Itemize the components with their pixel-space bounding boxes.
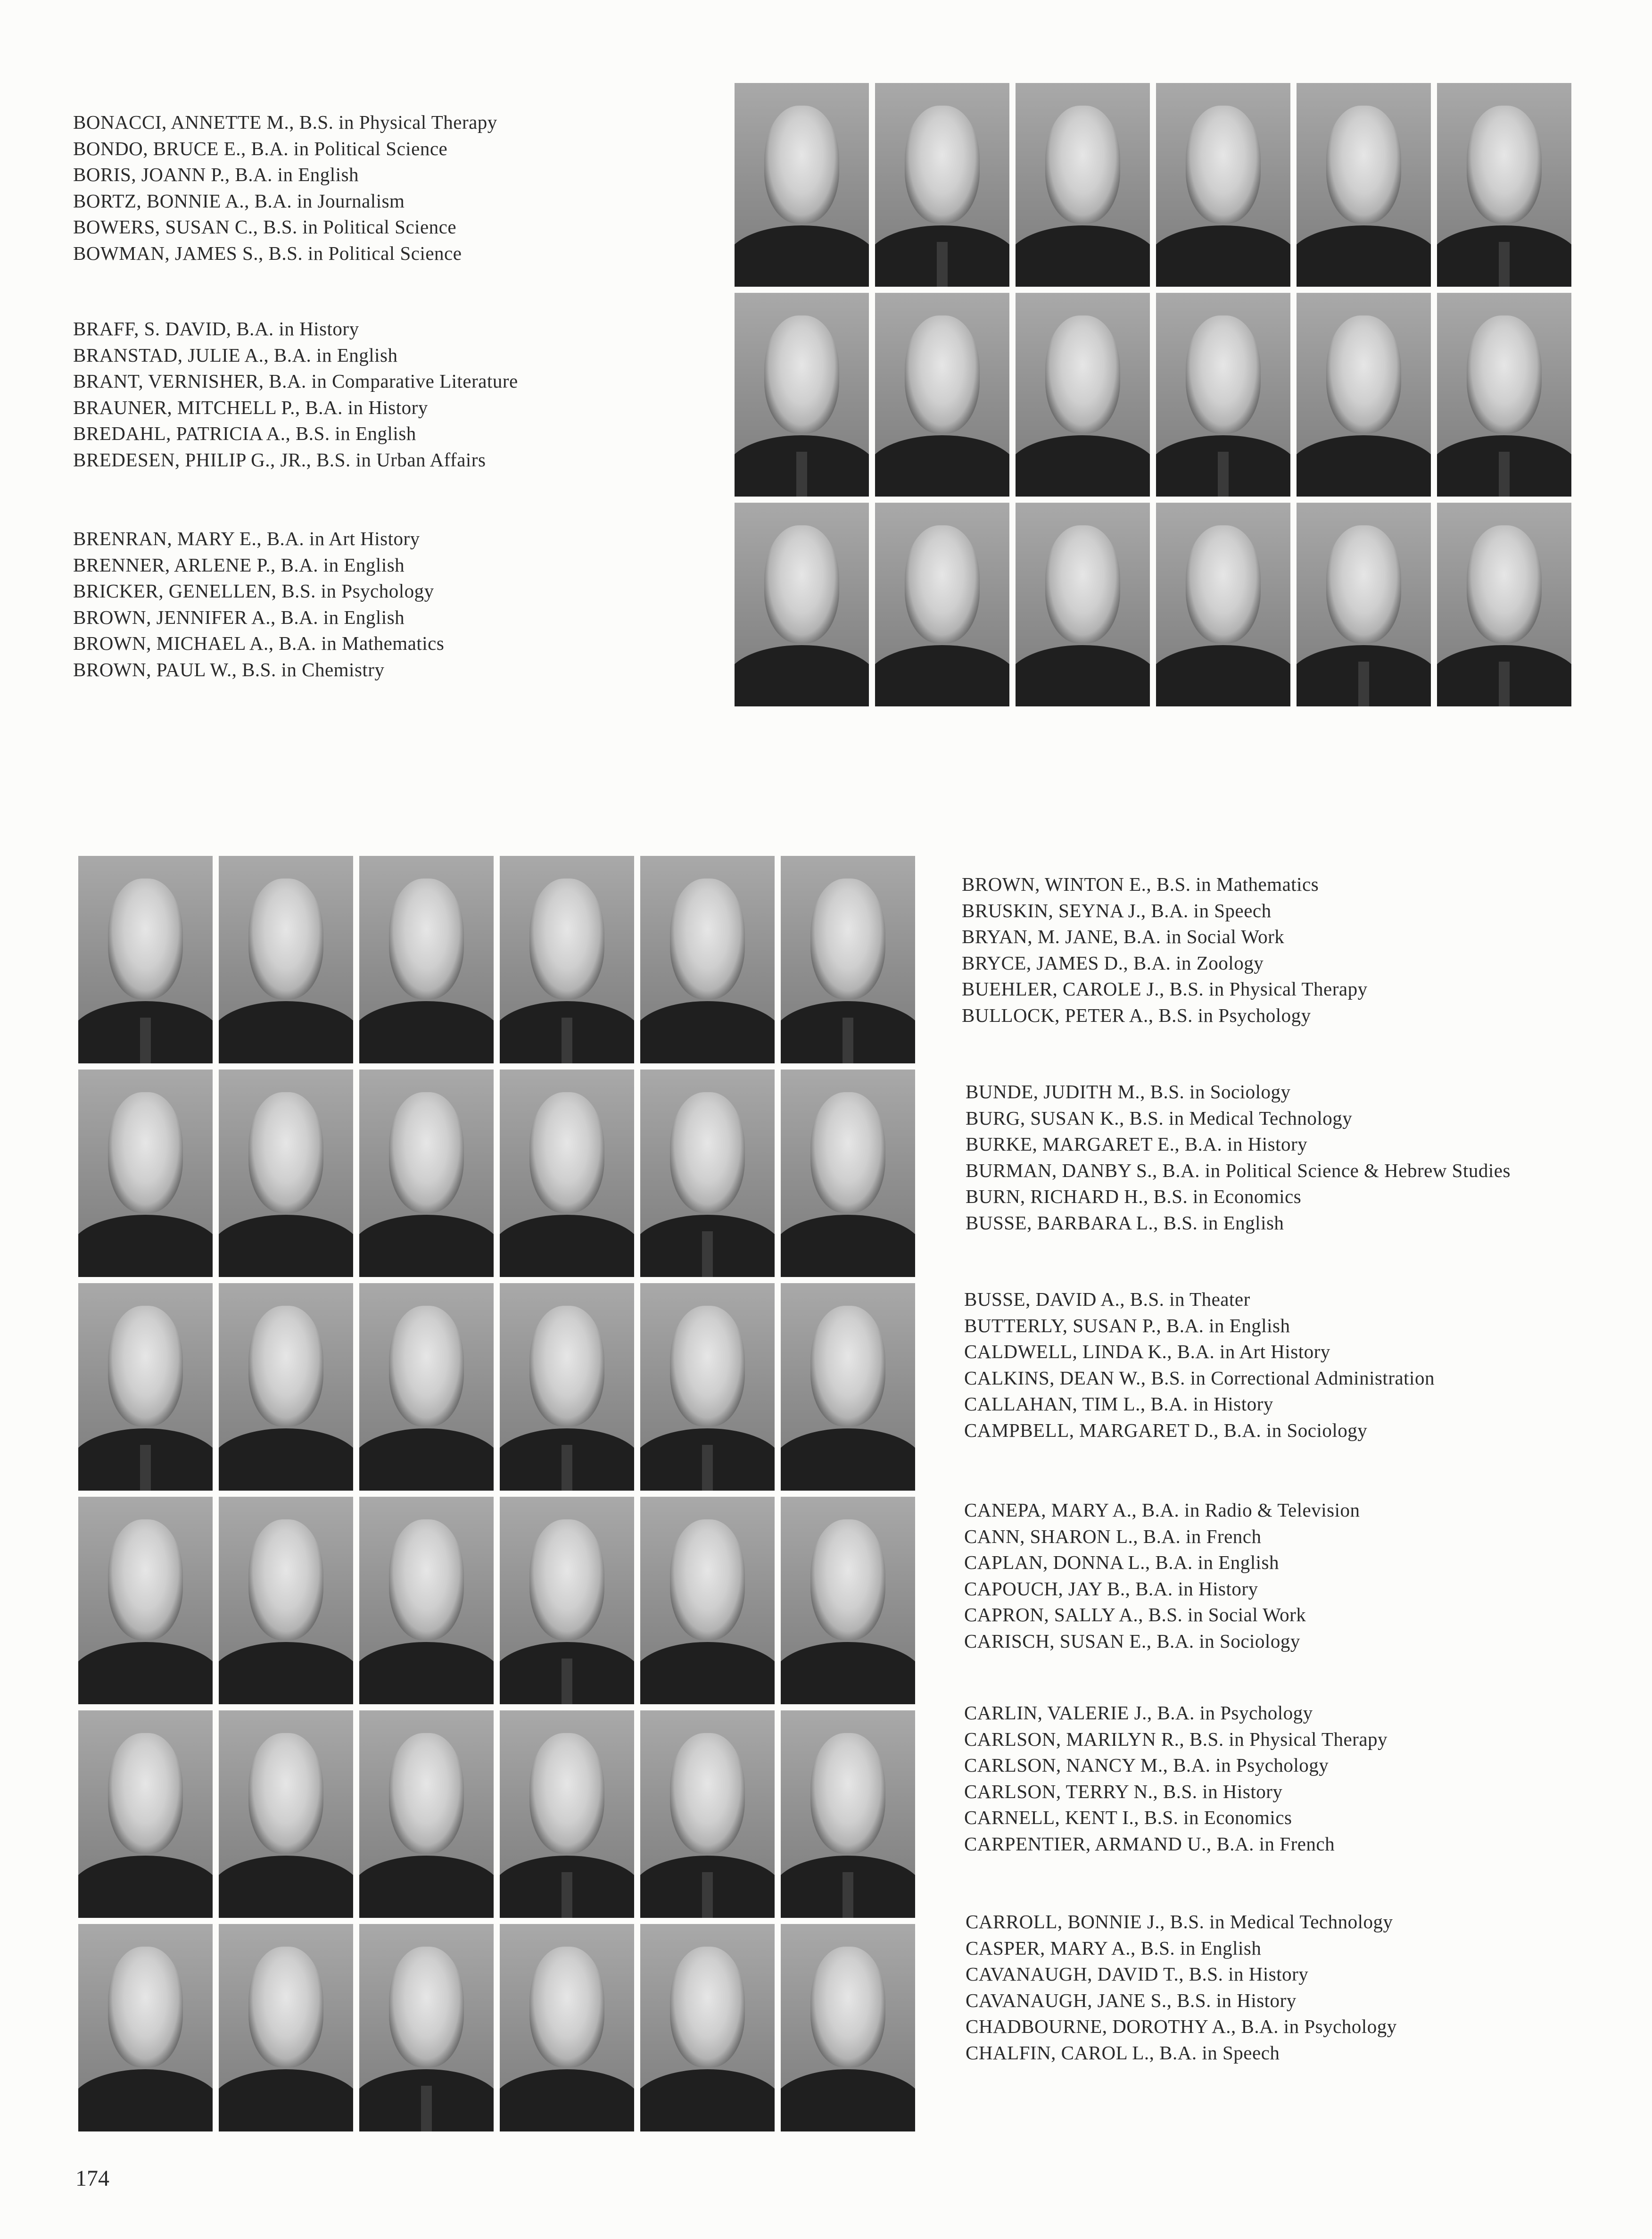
bottom-group-2 [966, 1079, 1511, 1236]
portrait-head [764, 315, 840, 434]
portrait-head [1467, 315, 1542, 434]
portrait-photo [1156, 293, 1290, 497]
portrait-photo [640, 1497, 775, 1704]
portrait-head [248, 1092, 324, 1212]
portrait-gown [359, 1856, 494, 1918]
portrait-gown [1297, 225, 1431, 287]
name-entry: CAMPBELL, MARGARET D., B.A. in Sociology [964, 1419, 1368, 1441]
name-entry: BRANT, VERNISHER, B.A. in Comparative Literature [73, 370, 518, 392]
bottom-group-1 [962, 871, 1368, 1028]
portrait-photo [359, 1710, 494, 1918]
portrait-head [670, 1519, 745, 1640]
name-entry: BUSSE, DAVID A., B.S. in Theater [964, 1288, 1250, 1310]
name-entry: BRUSKIN, SEYNA J., B.A. in Speech [962, 899, 1272, 921]
name-entry: CARPENTIER, ARMAND U., B.A. in French [964, 1833, 1335, 1855]
portrait-gown [781, 1642, 915, 1704]
portrait-photo [735, 83, 869, 287]
name-entry: BURKE, MARGARET E., B.A. in History [966, 1133, 1308, 1155]
name-entry: BUNDE, JUDITH M., B.S. in Sociology [966, 1081, 1291, 1103]
portrait-head [389, 1947, 464, 2067]
portrait-photo [500, 856, 634, 1063]
name-entry: CARLIN, VALERIE J., B.A. in Psychology [964, 1702, 1313, 1724]
name-entry: BUEHLER, CAROLE J., B.S. in Physical Therapy [962, 978, 1368, 1000]
top-group-3 [73, 526, 444, 683]
portrait-photo [219, 856, 353, 1063]
portrait-photo [781, 1497, 915, 1704]
name-entry: BONACCI, ANNETTE M., B.S. in Physical Therapy [73, 111, 497, 133]
name-entry: BULLOCK, PETER A., B.S. in Psychology [962, 1004, 1311, 1026]
portrait-tie [1358, 662, 1369, 706]
portrait-photo [500, 1283, 634, 1491]
name-entry: CAVANAUGH, DAVID T., B.S. in History [966, 1963, 1309, 1985]
portrait-photo [219, 1497, 353, 1704]
portrait-photo [781, 1070, 915, 1277]
portrait-head [1326, 525, 1402, 644]
portrait-gown [78, 1856, 213, 1918]
portrait-gown [640, 2069, 775, 2131]
portrait-head [248, 1306, 324, 1426]
portrait-gown [219, 1215, 353, 1277]
portrait-photo [875, 503, 1009, 706]
portrait-head [1326, 315, 1402, 434]
portrait-tie [702, 1231, 713, 1277]
portrait-photo [1297, 293, 1431, 497]
portrait-photo [219, 1283, 353, 1491]
portrait-head [108, 1947, 183, 2067]
name-entry: BURG, SUSAN K., B.S. in Medical Technology [966, 1107, 1353, 1129]
portrait-photo [781, 1710, 915, 1918]
portrait-tie [937, 242, 948, 287]
portrait-photo [640, 1924, 775, 2131]
top-group-1 [73, 109, 497, 266]
name-entry: BRANSTAD, JULIE A., B.A. in English [73, 344, 398, 366]
portrait-gown [1297, 435, 1431, 497]
portrait-gown [781, 1428, 915, 1491]
portrait-photo [1016, 83, 1150, 287]
portrait-head [670, 1306, 745, 1426]
portrait-photo [1016, 503, 1150, 706]
portrait-gown [1016, 225, 1150, 287]
portrait-head [670, 879, 745, 999]
portrait-tie [562, 1659, 572, 1704]
portrait-gown [1016, 435, 1150, 497]
bottom-group-5 [964, 1700, 1388, 1857]
portrait-head [810, 1733, 886, 1853]
portrait-head [529, 1306, 605, 1426]
name-entry: BOWMAN, JAMES S., B.S. in Political Science [73, 242, 462, 264]
portrait-head [248, 879, 324, 999]
name-entry: CALDWELL, LINDA K., B.A. in Art History [964, 1341, 1330, 1362]
portrait-photo [1297, 83, 1431, 287]
portrait-tie [562, 1445, 572, 1491]
name-entry: BURN, RICHARD H., B.S. in Economics [966, 1186, 1302, 1207]
name-entry: CARLSON, TERRY N., B.S. in History [964, 1780, 1283, 1802]
portrait-gown [640, 1642, 775, 1704]
name-entry: CASPER, MARY A., B.S. in English [966, 1937, 1262, 1959]
name-entry: BORTZ, BONNIE A., B.A. in Journalism [73, 190, 405, 212]
portrait-gown [219, 1856, 353, 1918]
portrait-tie [140, 1445, 151, 1491]
bottom-portrait-grid [78, 856, 915, 2131]
name-entry: CARROLL, BONNIE J., B.S. in Medical Technology [966, 1911, 1393, 1932]
portrait-gown [359, 1428, 494, 1491]
portrait-tie [1499, 452, 1510, 497]
portrait-gown [219, 1001, 353, 1063]
portrait-gown [500, 1215, 634, 1277]
portrait-photo [640, 1283, 775, 1491]
portrait-head [1045, 315, 1121, 434]
portrait-gown [1156, 645, 1290, 706]
portrait-photo [500, 1497, 634, 1704]
portrait-head [810, 1519, 886, 1640]
portrait-gown [1156, 225, 1290, 287]
name-entry: CAPLAN, DONNA L., B.A. in English [964, 1551, 1279, 1573]
portrait-photo [359, 856, 494, 1063]
name-entry: CAPOUCH, JAY B., B.A. in History [964, 1577, 1258, 1600]
portrait-head [810, 879, 886, 999]
portrait-head [1186, 106, 1261, 224]
portrait-gown [781, 2069, 915, 2131]
portrait-head [108, 879, 183, 999]
portrait-photo [1437, 83, 1571, 287]
portrait-gown [359, 1642, 494, 1704]
portrait-tie [1499, 242, 1510, 287]
portrait-head [389, 879, 464, 999]
bottom-group-4 [964, 1497, 1360, 1654]
name-entry: BRYCE, JAMES D., B.A. in Zoology [962, 952, 1264, 974]
portrait-tie [843, 1872, 853, 1918]
bottom-group-6 [966, 1909, 1397, 2066]
portrait-photo [1156, 503, 1290, 706]
name-entry: CARNELL, KENT I., B.S. in Economics [964, 1807, 1292, 1828]
name-entry: BROWN, JENNIFER A., B.A. in English [73, 606, 405, 628]
portrait-photo [500, 1924, 634, 2131]
name-entry: BROWN, PAUL W., B.S. in Chemistry [73, 658, 385, 680]
portrait-head [905, 106, 980, 224]
portrait-head [905, 525, 980, 644]
portrait-photo [640, 1070, 775, 1277]
portrait-tie [702, 1872, 713, 1918]
portrait-photo [1437, 503, 1571, 706]
portrait-head [905, 315, 980, 434]
portrait-head [764, 525, 840, 644]
portrait-tie [843, 1018, 853, 1063]
portrait-head [248, 1733, 324, 1853]
bottom-group-3 [964, 1286, 1435, 1443]
portrait-head [529, 1733, 605, 1853]
portrait-photo [500, 1710, 634, 1918]
portrait-gown [640, 1001, 775, 1063]
name-entry: BRAUNER, MITCHELL P., B.A. in History [73, 396, 428, 418]
portrait-head [529, 879, 605, 999]
name-entry: BORIS, JOANN P., B.A. in English [73, 164, 359, 185]
portrait-head [670, 1947, 745, 2067]
portrait-photo [78, 1070, 213, 1277]
portrait-photo [78, 1497, 213, 1704]
portrait-tie [1218, 452, 1229, 497]
portrait-head [1467, 525, 1542, 644]
portrait-head [248, 1947, 324, 2067]
portrait-photo [1297, 503, 1431, 706]
portrait-head [529, 1092, 605, 1212]
portrait-photo [78, 1924, 213, 2131]
portrait-photo [219, 1710, 353, 1918]
portrait-head [810, 1306, 886, 1426]
portrait-head [108, 1092, 183, 1212]
portrait-head [810, 1092, 886, 1212]
portrait-head [1467, 106, 1542, 224]
portrait-head [1186, 525, 1261, 644]
portrait-photo [640, 1710, 775, 1918]
portrait-head [1326, 106, 1402, 224]
portrait-gown [359, 1001, 494, 1063]
name-entry: BRYAN, M. JANE, B.A. in Social Work [962, 926, 1285, 947]
portrait-gown [219, 2069, 353, 2131]
portrait-photo [78, 856, 213, 1063]
name-entry: CAVANAUGH, JANE S., B.S. in History [966, 1989, 1297, 2011]
portrait-head [1045, 525, 1121, 644]
name-entry: BRAFF, S. DAVID, B.A. in History [73, 318, 359, 340]
portrait-tie [796, 452, 807, 497]
top-group-2 [73, 316, 518, 473]
name-entry: BUTTERLY, SUSAN P., B.A. in English [964, 1314, 1290, 1336]
portrait-tie [562, 1018, 572, 1063]
portrait-photo [640, 856, 775, 1063]
name-entry: BROWN, MICHAEL A., B.A. in Mathematics [73, 632, 445, 654]
portrait-gown [500, 2069, 634, 2131]
portrait-photo [359, 1497, 494, 1704]
portrait-photo [875, 83, 1009, 287]
portrait-head [108, 1733, 183, 1853]
portrait-photo [1156, 83, 1290, 287]
portrait-head [389, 1306, 464, 1426]
portrait-tie [421, 2086, 432, 2131]
name-entry: CHADBOURNE, DOROTHY A., B.A. in Psychology [966, 2015, 1397, 2037]
portrait-photo [219, 1070, 353, 1277]
portrait-head [108, 1306, 183, 1426]
name-entry: BOWERS, SUSAN C., B.S. in Political Science [73, 216, 457, 238]
portrait-tie [562, 1872, 572, 1918]
portrait-photo [359, 1070, 494, 1277]
portrait-gown [219, 1428, 353, 1491]
portrait-tie [140, 1018, 151, 1063]
name-entry: BONDO, BRUCE E., B.A. in Political Science [73, 137, 448, 159]
portrait-head [389, 1092, 464, 1212]
name-entry: BURMAN, DANBY S., B.A. in Political Science & Hebrew Studies [966, 1159, 1511, 1181]
portrait-photo [1437, 293, 1571, 497]
portrait-photo [781, 1283, 915, 1491]
portrait-gown [781, 1215, 915, 1277]
name-entry: CARLSON, MARILYN R., B.S. in Physical Therapy [964, 1728, 1388, 1750]
portrait-photo [1016, 293, 1150, 497]
top-portrait-grid [735, 83, 1571, 706]
name-entry: CARISCH, SUSAN E., B.A. in Sociology [964, 1630, 1300, 1652]
portrait-gown [78, 2069, 213, 2131]
name-entry: BREDAHL, PATRICIA A., B.S. in English [73, 423, 416, 444]
portrait-gown [735, 225, 869, 287]
portrait-photo [781, 1924, 915, 2131]
name-entry: CARLSON, NANCY M., B.A. in Psychology [964, 1754, 1329, 1776]
name-entry: CHALFIN, CAROL L., B.A. in Speech [966, 2041, 1280, 2064]
name-entry: CAPRON, SALLY A., B.S. in Social Work [964, 1604, 1306, 1625]
name-entry: BROWN, WINTON E., B.S. in Mathematics [962, 873, 1319, 895]
name-entry: BRICKER, GENELLEN, B.S. in Psychology [73, 580, 434, 602]
portrait-head [248, 1519, 324, 1640]
portrait-gown [219, 1642, 353, 1704]
name-entry: CANEPA, MARY A., B.A. in Radio & Television [964, 1499, 1360, 1521]
portrait-tie [702, 1445, 713, 1491]
name-entry: CANN, SHARON L., B.A. in French [964, 1525, 1262, 1547]
name-entry: BRENNER, ARLENE P., B.A. in English [73, 554, 405, 576]
portrait-gown [78, 1215, 213, 1277]
portrait-head [108, 1519, 183, 1640]
portrait-gown [735, 645, 869, 706]
portrait-head [529, 1947, 605, 2067]
portrait-photo [78, 1710, 213, 1918]
portrait-tie [1499, 662, 1510, 706]
portrait-photo [78, 1283, 213, 1491]
portrait-photo [500, 1070, 634, 1277]
name-entry: CALLAHAN, TIM L., B.A. in History [964, 1393, 1273, 1415]
name-entry: CALKINS, DEAN W., B.S. in Correctional Administration [964, 1367, 1435, 1389]
portrait-gown [78, 1642, 213, 1704]
portrait-head [810, 1947, 886, 2067]
portrait-gown [359, 1215, 494, 1277]
page-number: 174 [75, 2166, 109, 2191]
portrait-head [529, 1519, 605, 1640]
portrait-photo [359, 1283, 494, 1491]
portrait-head [670, 1092, 745, 1212]
portrait-photo [781, 856, 915, 1063]
portrait-photo [735, 293, 869, 497]
portrait-photo [359, 1924, 494, 2131]
portrait-gown [875, 645, 1009, 706]
portrait-head [670, 1733, 745, 1853]
portrait-photo [735, 503, 869, 706]
portrait-photo [219, 1924, 353, 2131]
portrait-photo [875, 293, 1009, 497]
portrait-head [1186, 315, 1261, 434]
portrait-head [389, 1519, 464, 1640]
name-entry: BUSSE, BARBARA L., B.S. in English [966, 1211, 1284, 1234]
portrait-gown [1016, 645, 1150, 706]
portrait-head [764, 106, 840, 224]
portrait-gown [875, 435, 1009, 497]
portrait-head [389, 1733, 464, 1853]
name-entry: BRENRAN, MARY E., B.A. in Art History [73, 528, 420, 549]
name-entry: BREDESEN, PHILIP G., JR., B.S. in Urban Affairs [73, 448, 486, 471]
portrait-head [1045, 106, 1121, 224]
